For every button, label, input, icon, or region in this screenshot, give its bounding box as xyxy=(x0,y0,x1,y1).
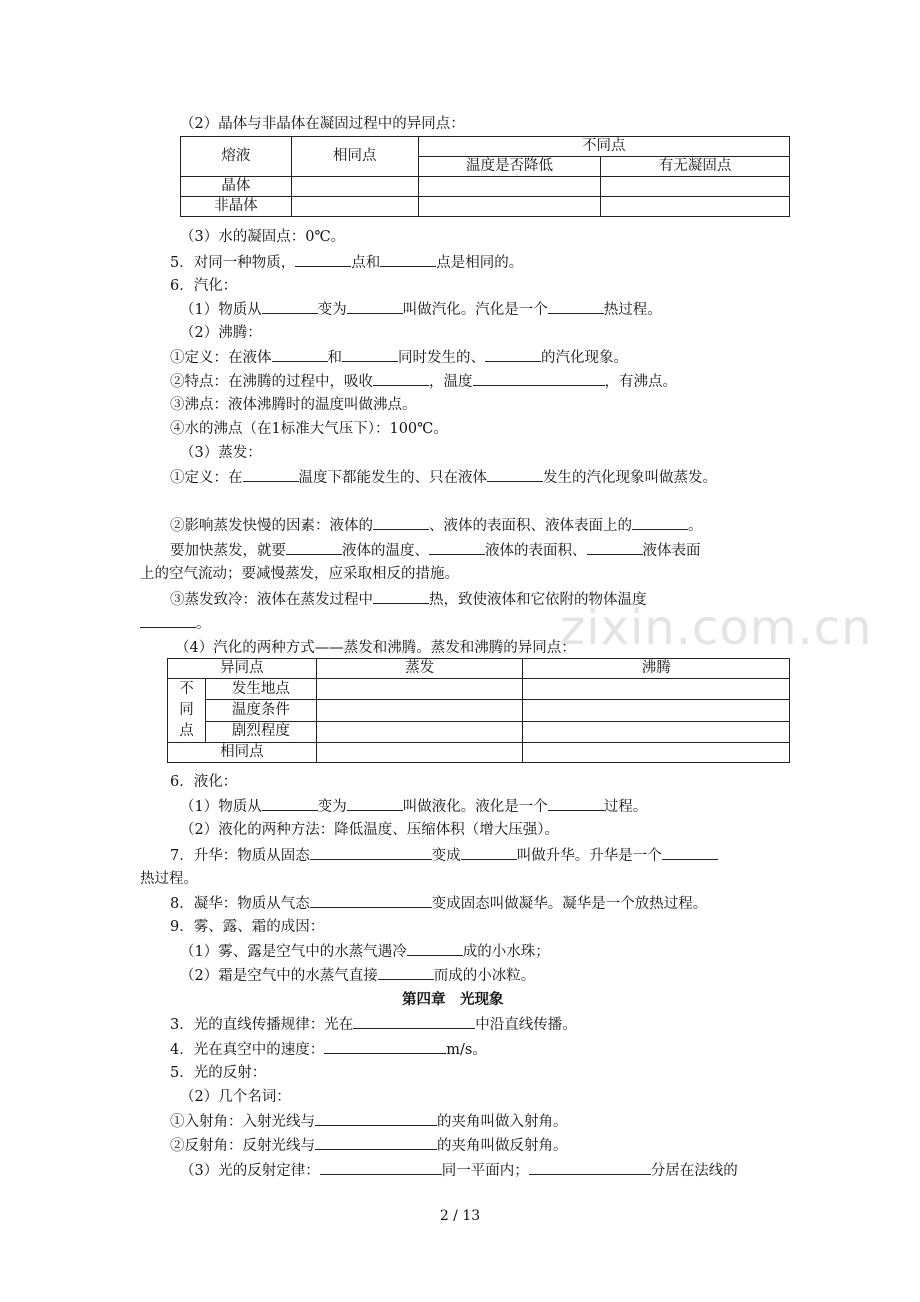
line-6-1: （1）物质从 变为 叫做汽化。汽化是一个 热过程。 xyxy=(180,299,662,320)
row-location: 发生地点 xyxy=(205,679,316,700)
page-number: 2 / 13 xyxy=(439,1208,481,1224)
header-evaporation: 蒸发 xyxy=(316,659,523,679)
line-8: 8．凝华：物质从气态 变成固态叫做凝华。凝华是一个放热过程。 xyxy=(170,893,707,914)
cell xyxy=(291,197,418,217)
line-reflection-angle: ②反射角：反射光线与 的夹角叫做反射角。 xyxy=(170,1135,568,1156)
evaporation-boiling-table xyxy=(167,658,790,763)
line-6-3: （3）蒸发： xyxy=(180,445,262,461)
table1-caption: （2）晶体与非晶体在凝固过程中的异同点： xyxy=(180,116,465,132)
side-label-different: 不 同 点 xyxy=(168,679,206,743)
header-temp-drop: 温度是否降低 xyxy=(418,157,601,177)
line-boil-feature: ②特点：在沸腾的过程中，吸收 ，温度 ，有沸点。 xyxy=(170,371,677,392)
cell xyxy=(316,679,523,700)
line-evap-factors: ②影响蒸发快慢的因素：液体的 、液体的表面积、液体表面上的 。 xyxy=(170,515,703,536)
line-9-2: （2）霜是空气中的水蒸气直接 而成的小冰粒。 xyxy=(180,965,535,986)
row-same: 相同点 xyxy=(168,743,317,763)
line-5: 5．对同一种物质， 点和 点是相同的。 xyxy=(170,252,523,273)
cell xyxy=(418,197,601,217)
row-crystal: 晶体 xyxy=(181,177,292,197)
line-water-boil: ④水的沸点（在1标准大气压下）：100℃。 xyxy=(170,421,448,437)
line-liquefy-2: （2）液化的两种方法：降低温度、压缩体积（增大压强）。 xyxy=(180,822,559,838)
header-same: 相同点 xyxy=(291,137,418,177)
watermark: zixin.com.cn xyxy=(560,600,873,656)
cell xyxy=(601,197,790,217)
chapter-title: 第四章 光现象 xyxy=(402,991,504,1008)
line-water-freeze: （3）水的凝固点：0℃。 xyxy=(180,229,346,245)
cell xyxy=(523,679,790,700)
line-evap-cool: ③蒸发致冷：液体在蒸发过程中 热，致使液体和它依附的物体温度 xyxy=(170,589,647,610)
cell xyxy=(316,743,523,763)
line-6-2: （2）沸腾： xyxy=(180,325,262,341)
cell xyxy=(316,721,523,742)
header-melt: 熔液 xyxy=(181,137,292,177)
line-boil-point: ③沸点：液体沸腾时的温度叫做沸点。 xyxy=(170,397,417,413)
header-aspect: 异同点 xyxy=(168,659,317,679)
cell xyxy=(523,721,790,742)
row-noncrystal: 非晶体 xyxy=(181,197,292,217)
cell xyxy=(316,700,523,721)
line-boil-def: ①定义：在液体 和 同时发生的、 的汽化现象。 xyxy=(170,347,628,368)
line-c4: 4．光在真空中的速度： m/s。 xyxy=(170,1039,487,1060)
cell xyxy=(291,177,418,197)
line-6-title: 6．汽化： xyxy=(170,278,238,294)
cell xyxy=(523,700,790,721)
header-diff: 不同点 xyxy=(418,137,789,157)
line-liquefy-1: （1）物质从 变为 叫做液化。液化是一个 过程。 xyxy=(180,796,647,817)
cell xyxy=(601,177,790,197)
row-intensity: 剧烈程度 xyxy=(205,721,316,742)
line-c3: 3．光的直线传播规律：光在 中沿直线传播。 xyxy=(170,1014,577,1035)
line-7: 7．升华：物质从固态 变成 叫做升华。升华是一个 xyxy=(170,845,718,866)
table2-caption: （4）汽化的两种方式——蒸发和沸腾。蒸发和沸腾的异同点： xyxy=(175,640,576,656)
line-incidence: ①入射角：入射光线与 的夹角叫做入射角。 xyxy=(170,1111,568,1132)
line-evap-faster-2: 上的空气流动；要减慢蒸发，应采取相反的措施。 xyxy=(140,566,459,582)
line-9-1: （1）雾、露是空气中的水蒸气遇冷 成的小水珠； xyxy=(180,941,550,962)
line-evap-faster: 要加快蒸发，就要 液体的温度、 液体的表面积、 液体表面 xyxy=(170,540,701,561)
line-evap-def: ①定义：在 温度下都能发生的、只在液体 发生的汽化现象叫做蒸发。 xyxy=(170,467,717,488)
row-temperature: 温度条件 xyxy=(205,700,316,721)
line-liquefy-title: 6．液化： xyxy=(170,774,238,790)
line-9: 9．雾、露、霜的成因： xyxy=(170,919,325,935)
cell xyxy=(523,743,790,763)
header-boiling: 沸腾 xyxy=(523,659,790,679)
line-7-2: 热过程。 xyxy=(140,871,198,887)
line-c5: 5．光的反射： xyxy=(170,1065,267,1081)
crystal-table xyxy=(180,136,790,217)
line-c5-2: （2）几个名词： xyxy=(180,1089,291,1105)
line-evap-cool-2: 。 xyxy=(140,613,211,634)
line-reflection-law: （3）光的反射定律： 同一平面内； 分居在法线的 xyxy=(180,1160,738,1181)
header-freeze-point: 有无凝固点 xyxy=(601,157,790,177)
cell xyxy=(418,177,601,197)
